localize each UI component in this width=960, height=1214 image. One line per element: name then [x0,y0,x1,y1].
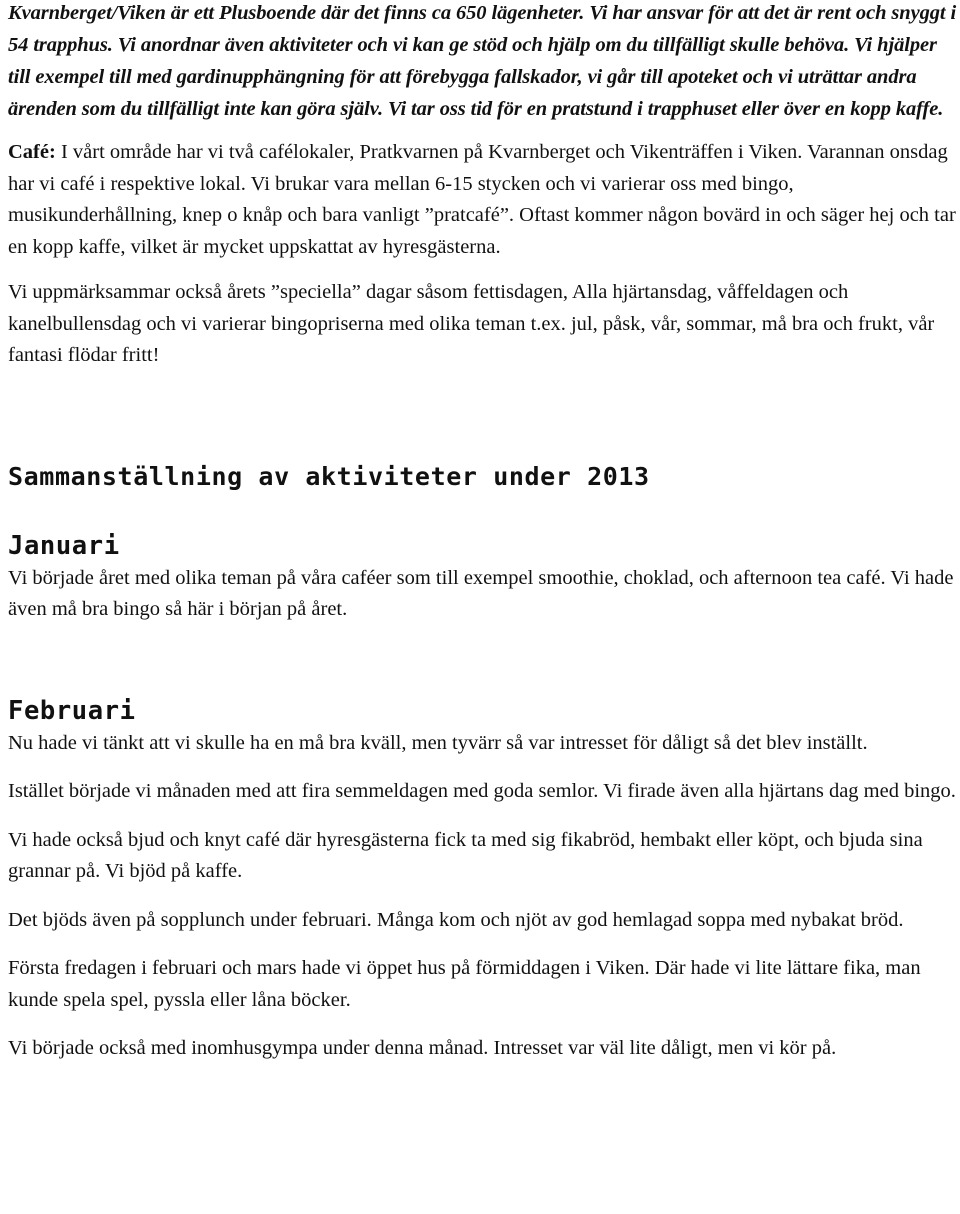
february-paragraph-3: Vi hade också bjud och knyt café där hyresgästerna fick ta med sig fikabröd, hembakt eller köpt, och bjuda sina grannar på. Vi bjöd på kaffe. [8,828,923,882]
february-paragraph-2: Istället började vi månaden med att fira semmeldagen med goda semlor. Vi firade även alla hjärtans dag med bingo. [8,780,956,802]
summary-heading: Sammanställning av aktiviteter under 2013 [8,461,650,491]
january-heading: Januari [8,530,120,561]
intro-paragraph: Kvarnberget/Viken är ett Plusboende där det finns ca 650 lägenheter. Vi har ansvar för att det är rent och snyggt i 54 trapphus. Vi anordnar även aktiviteter och vi kan ge stöd och hjälp om du tillfälligt skulle behöva. Vi hjälper till exempel till med gardinupphängning för att förebygga fallskador, vi går till apoteket och vi uträttar andra ärenden som du tillfälligt inte kan göra själv. Vi tar oss tid för en pratstund i trapphuset eller över en kopp kaffe. [8,2,957,120]
special-days-paragraph: Vi uppmärksammar också årets ”speciella” dagar såsom fettisdagen, Alla hjärtansdag, våffeldagen och kanelbullensdag och vi varierar bingopriserna med olika teman t.ex. jul, påsk, vår, sommar, må bra och frukt, vår fantasi flödar fritt! [8,281,935,366]
document-page [8,0,958,1065]
cafe-paragraph [8,137,958,263]
february-paragraph-6: Vi började också med inomhusgympa under denna månad. Intresset var väl lite dåligt, men vi kör på. [8,1037,837,1059]
january-paragraph: Vi började året med olika teman på våra caféer som till exempel smoothie, choklad, och afternoon tea café. Vi hade även må bra bingo så här i början på året. [8,566,954,620]
cafe-text: I vårt område har vi två cafélokaler, Pratkvarnen på Kvarnberget och Vikenträffen i Viken. Varannan onsdag har vi café i respektive lokal. Vi brukar vara mellan 6-15 stycken och vi varierar oss med bingo, musikunderhållning, knep o knåp och bara vanligt ”pratcafé”. Oftast kommer någon bovärd in och säger hej och tar en kopp kaffe, vilket är mycket uppskattat av hyresgästerna. [8,141,956,258]
february-paragraph-5: Första fredagen i februari och mars hade vi öppet hus på förmiddagen i Viken. Där hade vi lite lättare fika, man kunde spela spel, pyssla eller låna böcker. [8,957,921,1011]
february-paragraph-4: Det bjöds även på sopplunch under februari. Många kom och njöt av god hemlagad soppa med nybakat bröd. [8,908,904,931]
february-paragraph-1: Nu hade vi tänkt att vi skulle ha en må bra kväll, men tyvärr så var intresset för dåligt så det blev inställt. [8,731,868,754]
cafe-label: Café: [8,141,56,163]
february-heading: Februari [8,695,136,726]
